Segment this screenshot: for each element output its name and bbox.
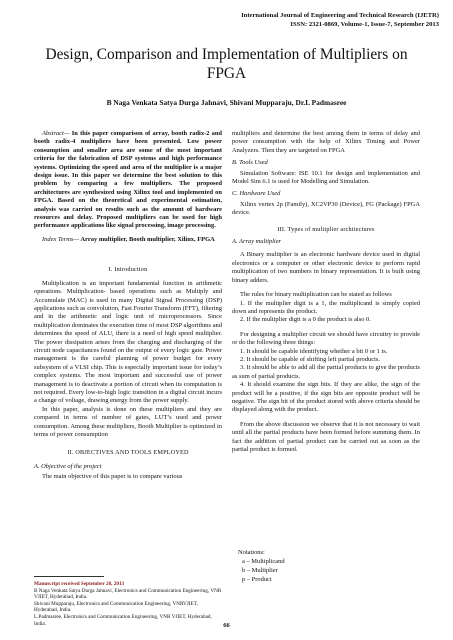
need-3: 3. It should be able to add all the partial products to give the products as sum of partial products. [232, 364, 420, 380]
abstract [34, 130, 222, 231]
notation-b: b – Multiplier [242, 567, 278, 574]
subheading-objective: A. Objective of the project [34, 462, 102, 470]
journal-header [241, 12, 439, 29]
section-heading-introduction: I. Introduction [108, 266, 148, 274]
page-number: 66 [223, 622, 230, 629]
index-terms-label: Index Terms— [42, 235, 80, 243]
subheading-array-multiplier: A. Array multiplier [232, 238, 282, 246]
notations-heading: Notations: [238, 549, 265, 556]
array-paragraph-3: For designing a multiplier circuit we should have circuitry to provide or do the following three things: [232, 330, 420, 347]
array-paragraph-4: From the above discussion we observe that it is not necessary to wait until all the partial products have been formed before summing them. In fact the addition of partial product can be carried out as soon as the partial product is formed. [232, 420, 420, 453]
section-heading-architectures: III. Types of multiplier architectures [277, 225, 375, 233]
tools-paragraph: Simulation Software: ISE 10.1 for design and implementation and Model Sim 6.1 is used for Modelling and Simulation. [232, 169, 420, 186]
author-affiliation-1: B Naga Venkata Satya Durga Jahnavi, Electronics and Communication Engineering, VNR VJIET, Hyderabad, India. [34, 587, 222, 601]
manuscript-received: Manuscript received September 20, 2013 [34, 581, 125, 587]
need-1: 1. It should be capable identifying whether a bit 0 or 1 is. [240, 347, 388, 355]
author-affiliation-3: L.Padmasree, Electronics and Communication Engineering, VNR VJIET, Hyderabad, India. [34, 613, 212, 627]
footnote [34, 576, 222, 627]
index-terms [34, 236, 222, 244]
rule-1: 1. If the multiplier digit is a 1, the multiplicand is simply copied down and represents the product. [232, 299, 420, 315]
abstract-text: In this paper comparison of array, booth radix-2 and booth radix-4 multipliers have been presented. Low power consumption and smaller area are some of the most important criteria for the fabrication of DSP systems and high performance systems. Optimizing the speed and area of the multiplier is a major design issue. In this paper we determine the best solution to this problem by comparing a few multipliers. The proposed architectures are synthesized using Xilinx tool and implemented on FPGA. Based on the theoretical and experimental estimation, analysis was carried on results such as the amount of hardware resources and delay. Proposed multipliers can be used for high performance applications like signal processing, image processing. [34, 130, 223, 230]
intro-paragraph-2: In this paper, analysis is done on these multipliers and they are compared in terms of number of gates, LUT’s used and power consumption. Among these multipliers, Booth Multiplier is optimized in terms of power consumption [34, 405, 222, 438]
left-column [34, 130, 222, 482]
abstract-label: Abstract— [42, 130, 70, 137]
notation-p: p – Product [242, 576, 272, 583]
subheading-tools: B. Tools Used [232, 159, 268, 167]
right-column [232, 130, 420, 454]
author-affiliation-2: Shivani Mupparaju, Electronics and Communication Engineering, VNRVJIET, Hyderabad, India. [34, 600, 198, 614]
paper-title: Design, Comparison and Implementation of Multipliers on FPGA [45, 46, 408, 82]
array-paragraph-2: The rules for binary multiplication can be stated as follows [240, 291, 392, 299]
notation-a: a – Multiplicand [242, 558, 285, 565]
need-2: 2. It should be capable of shifting left partial products. [240, 355, 380, 363]
notations-block [238, 548, 285, 584]
objective-paragraph-start: The main objective of this paper is to compare various [42, 473, 183, 481]
objective-paragraph-cont: multipliers and determine the best among them in terms of delay and power consumption with the help of Xilinx Timing and Power Analyzers. Then they are targeted on FPGA [232, 130, 420, 154]
journal-issn: ISSN: 2321-0869, Volume-1, Issue-7, September 2013 [290, 20, 439, 28]
paper-authors: B Naga Venkata Satya Durga Jahnavi, Shivani Mupparaju, Dr.L Padmasree [106, 98, 347, 107]
footnote-rule [34, 576, 104, 577]
subheading-hardware: C. Hardware Used [232, 190, 281, 198]
rule-2: 2. If the multiplier digit is a 0 the product is also 0. [240, 316, 371, 324]
array-paragraph-1: A Binary multiplier is an electronic hardware device used in digital electronics or a computer or other electronic device to perform rapid multiplication of two numbers in binary representation. It is built using binary adders. [232, 251, 420, 284]
journal-name: International Journal of Engineering and Technical Research (IJETR) [241, 12, 439, 19]
section-heading-objectives: II. OBJECTIVES AND TOOLS EMPLOYED [67, 449, 189, 457]
hardware-paragraph: Xilinx vertex 2p (Family), XC2VP30 (Device), FG (Package) FPGA device. [232, 200, 420, 217]
need-4: 4. It should examine the sign bits. If they are alike, the sign of the product will be a positive, if the sign bits are opposite product will be negative. The sign bit of the product stored with above criteria should be displayed along with the product. [232, 381, 420, 414]
index-terms-text: Array multiplier, Booth multiplier, Xilinx, FPGA [80, 235, 215, 243]
intro-paragraph-1: Multiplication is an important fundamental function in arithmetic operations. Multiplication- based operations such as Multiply and Accumulate (MAC) is used in many Digital Signal Processing (DSP) applications such as convolution, Fast Fourier Transform (FFT), filtering and in the arithmetic and logic unit of microprocessors. Since multiplication dominates the execution time of most DSP algorithms and determines the speed of ALU, there is a need of high speed multiplier. The power dissipation arises from the charging and discharging of the circuit node capacitances found on the output of every logic gate. Power management is the careful planning of power budget for every subsystem of a VLSI chip. This is especially important issue for today’s complex systems. The most important and successful use of power management is to deactivate a portion of circuit when its computation is not required. Every low-to-high logic transition in a digital circuit incurs a change of voltage, drawing energy from the power supply. [34, 279, 222, 405]
